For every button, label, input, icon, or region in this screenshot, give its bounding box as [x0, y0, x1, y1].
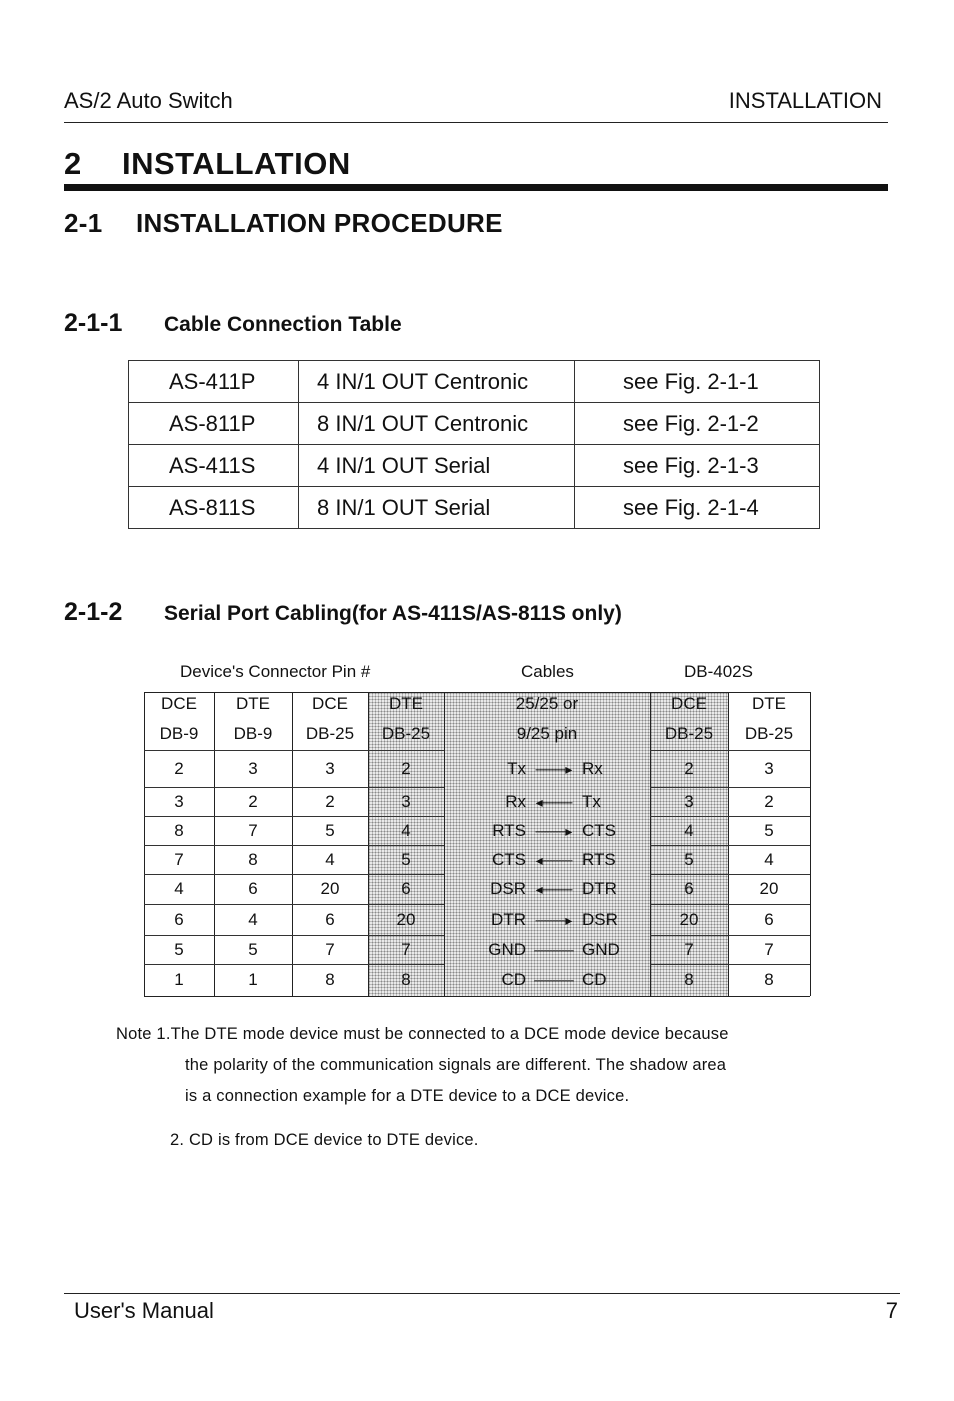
chapter-title: [64, 146, 351, 182]
signal-from: DSR: [490, 879, 526, 898]
signal-arrow: ◂───: [535, 852, 573, 868]
switch-pin-cell: 6: [764, 910, 774, 929]
db402s-header: DB-402S: [684, 662, 753, 681]
column-divider: [810, 692, 811, 996]
column-header: DB-25: [744, 724, 794, 743]
footer-manual-name: User's Manual: [74, 1298, 214, 1323]
column-header: DCE: [161, 694, 197, 713]
signal-from: Tx: [507, 759, 526, 778]
signal-arrow: ◂───: [535, 794, 573, 810]
pin-cell: 4: [248, 910, 258, 929]
pin-cell: 6: [174, 910, 184, 929]
pin-cell: 5: [174, 940, 184, 959]
running-header: [64, 88, 888, 123]
pin-cell: 6: [248, 879, 258, 898]
pin-cell: 6: [401, 879, 411, 898]
pin-cell: 3: [248, 759, 258, 778]
pin-cell: 4: [325, 850, 335, 869]
subsection-title-text: Cable Connection Table: [164, 313, 402, 336]
column-header: DB-25: [305, 724, 355, 743]
cable-figure-ref-cell: see Fig. 2-1-1: [575, 361, 820, 403]
row-divider: [650, 904, 810, 905]
pin-cell: 8: [325, 970, 335, 989]
signal-arrow: ───▸: [535, 823, 573, 839]
cable-description-cell: 8 IN/1 OUT Serial: [299, 487, 575, 529]
signal-from: RTS: [492, 821, 526, 840]
signal-from: CTS: [492, 850, 526, 869]
pin-cell: 7: [325, 940, 335, 959]
row-divider: [144, 964, 444, 965]
row-divider: [144, 692, 810, 693]
signal-to: CTS: [582, 821, 616, 840]
pin-cell: 8: [174, 821, 184, 840]
pin-cell: 5: [325, 821, 335, 840]
device-pin-header: Device's Connector Pin #: [180, 662, 371, 681]
switch-pin-cell: 6: [684, 879, 694, 898]
pin-cell: 8: [401, 970, 411, 989]
pin-cell: 3: [174, 792, 184, 811]
row-divider: [144, 935, 444, 936]
signal-to: DSR: [582, 910, 618, 929]
cable-table-row: [129, 361, 820, 403]
signal-to: DTR: [582, 879, 617, 898]
row-divider: [650, 750, 810, 751]
switch-pin-cell: 4: [764, 850, 774, 869]
signal-arrow: ◂───: [535, 881, 573, 897]
page-number: 7: [885, 1298, 898, 1323]
row-divider: [144, 750, 444, 751]
serial-cabling-table: [144, 692, 810, 996]
section-title-text: INSTALLATION PROCEDURE: [136, 208, 503, 238]
row-divider: [650, 964, 810, 965]
pin-cell: 4: [401, 821, 411, 840]
subsection-number: 2-1-2: [64, 598, 123, 626]
pin-cell: 2: [174, 759, 184, 778]
header-chapter-name: INSTALLATION: [728, 88, 882, 113]
pin-cell: 6: [325, 910, 335, 929]
column-header: 25/25 or: [515, 694, 579, 713]
pin-cell: 7: [174, 850, 184, 869]
signal-from: DTR: [491, 910, 526, 929]
column-header: DB-25: [664, 724, 714, 743]
section-number: 2-1: [64, 208, 103, 238]
pin-cell: 20: [320, 879, 340, 898]
row-divider: [650, 787, 810, 788]
pin-cell: 5: [248, 940, 258, 959]
subsection-number: 2-1-1: [64, 309, 123, 337]
signal-to: CD: [582, 970, 607, 989]
column-header: DB-25: [381, 724, 431, 743]
subsection-title-serial: [64, 598, 622, 627]
cable-table-row: [129, 403, 820, 445]
signal-arrow: ────: [534, 972, 574, 988]
section-title: [64, 208, 503, 239]
switch-pin-cell: 8: [684, 970, 694, 989]
note-1-line-3: is a connection example for a DTE device to a DCE device.: [185, 1087, 630, 1105]
row-divider: [650, 845, 810, 846]
column-header: DCE: [671, 694, 707, 713]
row-divider: [144, 787, 444, 788]
cable-figure-ref-cell: see Fig. 2-1-3: [575, 445, 820, 487]
switch-pin-cell: 7: [684, 940, 694, 959]
row-divider: [144, 904, 444, 905]
note-2: 2. CD is from DCE device to DTE device.: [170, 1131, 479, 1149]
signal-to: Rx: [582, 759, 603, 778]
switch-pin-cell: 2: [764, 792, 774, 811]
switch-pin-cell: 20: [759, 879, 779, 898]
column-header: DTE: [236, 694, 270, 713]
signal-from: CD: [501, 970, 526, 989]
cable-table-row: [129, 445, 820, 487]
cable-description-cell: 4 IN/1 OUT Serial: [299, 445, 575, 487]
pin-cell: 20: [396, 910, 416, 929]
chapter-title-text: INSTALLATION: [122, 146, 351, 181]
row-divider: [144, 874, 444, 875]
cable-figure-ref-cell: see Fig. 2-1-2: [575, 403, 820, 445]
signal-arrow: ────: [534, 942, 574, 958]
pin-cell: 1: [174, 970, 184, 989]
signal-from: Rx: [505, 792, 526, 811]
switch-pin-cell: 5: [684, 850, 694, 869]
pin-cell: 5: [401, 850, 411, 869]
page-footer: [64, 1293, 900, 1323]
pin-cell: 3: [401, 792, 411, 811]
signal-to: GND: [582, 940, 620, 959]
signal-from: GND: [488, 940, 526, 959]
chapter-rule: [64, 184, 888, 191]
row-divider: [144, 816, 444, 817]
row-divider: [650, 874, 810, 875]
cables-header: Cables: [521, 662, 574, 681]
pin-cell: 2: [248, 792, 258, 811]
row-divider: [144, 845, 444, 846]
signal-to: Tx: [582, 792, 601, 811]
pin-cell: 2: [401, 759, 411, 778]
pin-cell: 7: [248, 821, 258, 840]
row-divider: [144, 996, 810, 997]
cable-model-cell: AS-811P: [129, 403, 299, 445]
pin-cell: 7: [401, 940, 411, 959]
column-header: DCE: [312, 694, 348, 713]
signal-arrow: ───▸: [535, 912, 573, 928]
switch-pin-cell: 20: [679, 910, 699, 929]
cable-description-cell: 8 IN/1 OUT Centronic: [299, 403, 575, 445]
column-header: DB-9: [233, 724, 273, 743]
row-divider: [650, 935, 810, 936]
cable-model-cell: AS-411S: [129, 445, 299, 487]
column-header: DB-9: [159, 724, 199, 743]
column-header: DTE: [389, 694, 423, 713]
pin-cell: 2: [325, 792, 335, 811]
pin-cell: 1: [248, 970, 258, 989]
signal-arrow: ───▸: [535, 761, 573, 777]
cable-connection-table: [128, 360, 820, 529]
cable-description-cell: 4 IN/1 OUT Centronic: [299, 361, 575, 403]
cable-model-cell: AS-811S: [129, 487, 299, 529]
note-1-line-1: Note 1.The DTE mode device must be connected to a DCE mode device because: [116, 1025, 729, 1043]
switch-pin-cell: 5: [764, 821, 774, 840]
cable-figure-ref-cell: see Fig. 2-1-4: [575, 487, 820, 529]
signal-to: RTS: [582, 850, 616, 869]
header-product-name: AS/2 Auto Switch: [64, 88, 233, 113]
switch-pin-cell: 3: [764, 759, 774, 778]
chapter-number: 2: [64, 146, 82, 181]
subsection-title-text: Serial Port Cabling(for AS-411S/AS-811S only): [164, 602, 622, 625]
pin-cell: 3: [325, 759, 335, 778]
pin-cell: 8: [248, 850, 258, 869]
switch-pin-cell: 8: [764, 970, 774, 989]
subsection-title-cable-table: [64, 309, 402, 338]
switch-pin-cell: 4: [684, 821, 694, 840]
note-1-line-2: the polarity of the communication signals are different. The shadow area: [185, 1056, 727, 1074]
cable-model-cell: AS-411P: [129, 361, 299, 403]
row-divider: [650, 816, 810, 817]
switch-pin-cell: 2: [684, 759, 694, 778]
cable-table-row: [129, 487, 820, 529]
column-header: 9/25 pin: [516, 724, 578, 743]
column-header: DTE: [752, 694, 786, 713]
switch-pin-cell: 7: [764, 940, 774, 959]
switch-pin-cell: 3: [684, 792, 694, 811]
pin-cell: 4: [174, 879, 184, 898]
